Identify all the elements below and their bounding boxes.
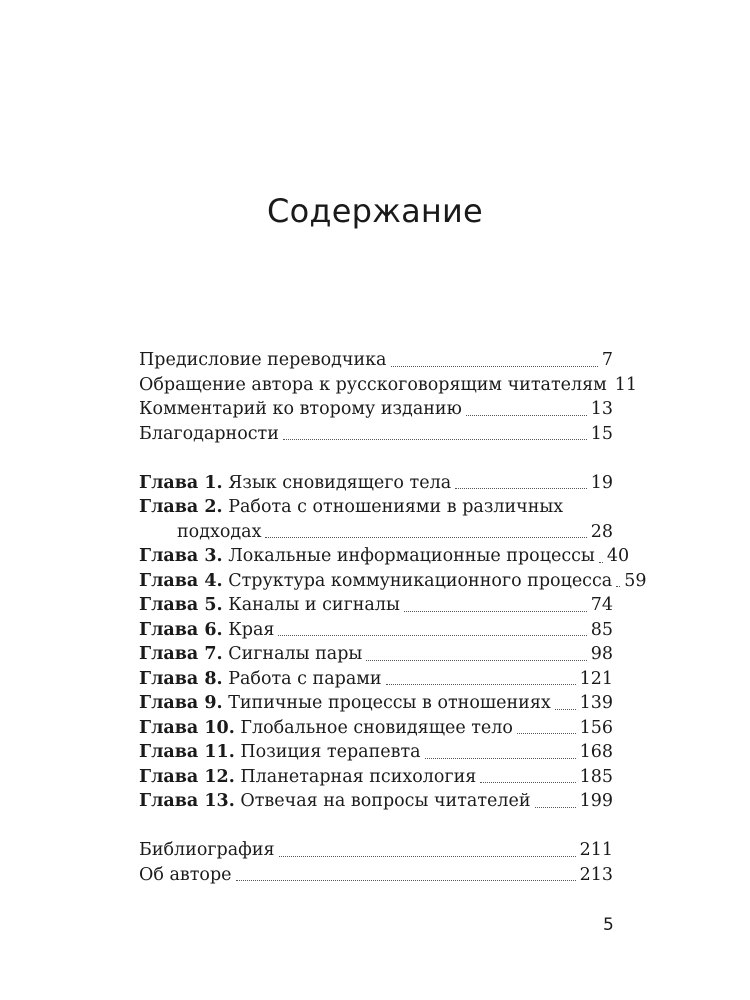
toc-entry[interactable] [139,789,613,814]
toc-entry[interactable] [139,863,613,888]
dot-leader [480,782,575,783]
toc-page: 211 [579,840,613,860]
dot-leader [517,733,576,734]
toc-label [139,544,595,569]
toc-label: Обращение автора к русскоговорящим читателям [139,374,607,395]
dot-leader [386,684,576,685]
chapter-prefix: Глава 9. [139,693,223,713]
toc-label: Об авторе [139,864,232,885]
chapter-title: Работа с парами [228,668,382,689]
toc-entry[interactable] [139,397,613,422]
page-number: 5 [603,915,614,935]
chapter-title: Каналы и сигналы [228,595,400,615]
table-of-contents [139,348,647,887]
toc-page: 15 [590,423,613,444]
toc-label [139,691,551,716]
toc-entry[interactable] [139,593,613,618]
toc-label: Комментарий ко второму изданию [139,399,462,419]
toc-page: 74 [590,595,613,615]
page-title: Содержание [267,192,483,230]
toc-page: 7 [601,350,613,370]
chapter-title: Типичные процессы в отношениях [228,693,551,713]
chapter-prefix: Глава 12. [139,766,235,787]
chapter-prefix: Глава 4. [139,570,223,591]
toc-entry[interactable] [139,691,613,716]
toc-page: 98 [590,644,613,664]
toc-label: Предисловие переводчика [139,350,387,370]
dot-leader [404,611,587,612]
chapter-title-continuation: подходах [177,521,262,542]
toc-page: 139 [579,693,613,713]
toc-page: 59 [624,570,647,591]
dot-leader [535,807,576,808]
toc-page: 121 [579,668,613,689]
toc-page: 156 [579,717,613,738]
toc-page: 185 [579,766,613,787]
toc-page: 11 [614,374,638,395]
dot-leader [366,660,586,661]
toc-entry[interactable] [139,373,638,398]
dot-leader [466,415,587,416]
chapter-prefix: Глава 8. [139,668,223,689]
chapter-title: Глобальное сновидящее тело [240,717,513,738]
dot-leader [555,709,576,710]
toc-page: 213 [579,864,613,885]
toc-label [139,716,513,741]
toc-page: 85 [590,619,613,640]
section-gap [139,446,613,471]
toc-entry[interactable] [139,740,613,765]
toc-label [139,569,612,594]
chapter-title: Отвечая на вопросы читателей [240,791,531,811]
dot-leader [279,856,576,857]
chapter-title: Работа с отношениями в различных [228,497,564,517]
dot-leader [425,758,576,759]
chapter-prefix: Глава 2. [139,497,223,517]
dot-leader [599,562,603,563]
toc-label: Благодарности [139,423,279,444]
chapter-prefix: Глава 5. [139,595,223,615]
chapter-prefix: Глава 7. [139,644,223,664]
toc-label [139,789,531,814]
toc-label [139,642,362,667]
toc-entry[interactable] [139,716,613,741]
chapter-title: Структура коммуникационного процесса [228,570,613,591]
toc-label [139,618,274,643]
dot-leader [283,439,587,440]
toc-label [139,471,451,496]
toc-entry[interactable] [139,422,613,447]
dot-leader [616,586,620,587]
toc-label [139,497,563,517]
dot-leader [278,635,586,636]
dot-leader [236,880,576,881]
dot-leader [265,537,586,538]
toc-page: 28 [590,521,613,542]
toc-entry[interactable] [139,569,647,594]
chapter-prefix: Глава 3. [139,546,223,566]
toc-entry[interactable] [139,642,613,667]
toc-entry[interactable] [139,495,613,520]
toc-entry[interactable] [139,667,613,692]
chapter-title: Позиция терапевта [240,742,421,762]
toc-label: Библиография [139,840,275,860]
chapter-prefix: Глава 10. [139,717,235,738]
dot-leader [455,488,587,489]
toc-page: 168 [579,742,613,762]
chapter-title: Края [228,619,275,640]
chapter-prefix: Глава 1. [139,472,223,493]
section-gap [139,814,613,839]
toc-label [139,593,400,618]
toc-entry[interactable] [139,838,613,863]
chapter-prefix: Глава 6. [139,619,223,640]
chapter-prefix: Глава 11. [139,742,235,762]
toc-entry-continuation[interactable] [139,520,613,545]
toc-entry[interactable] [139,348,613,373]
toc-page: 40 [606,546,630,566]
toc-label [139,765,476,790]
toc-label [139,740,421,765]
toc-entry[interactable] [139,618,613,643]
chapter-title: Планетарная психология [240,766,477,787]
toc-page: 199 [579,791,613,811]
chapter-title: Локальные информационные процессы [228,546,595,566]
toc-entry[interactable] [139,544,630,569]
toc-entry[interactable] [139,765,613,790]
toc-page: 19 [590,472,613,493]
chapter-title: Сигналы пары [228,644,363,664]
toc-entry[interactable] [139,471,613,496]
chapter-prefix: Глава 13. [139,791,235,811]
toc-page: 13 [590,399,613,419]
toc-label [139,667,382,692]
chapter-title: Язык сновидящего тела [228,472,452,493]
dot-leader [391,366,598,367]
